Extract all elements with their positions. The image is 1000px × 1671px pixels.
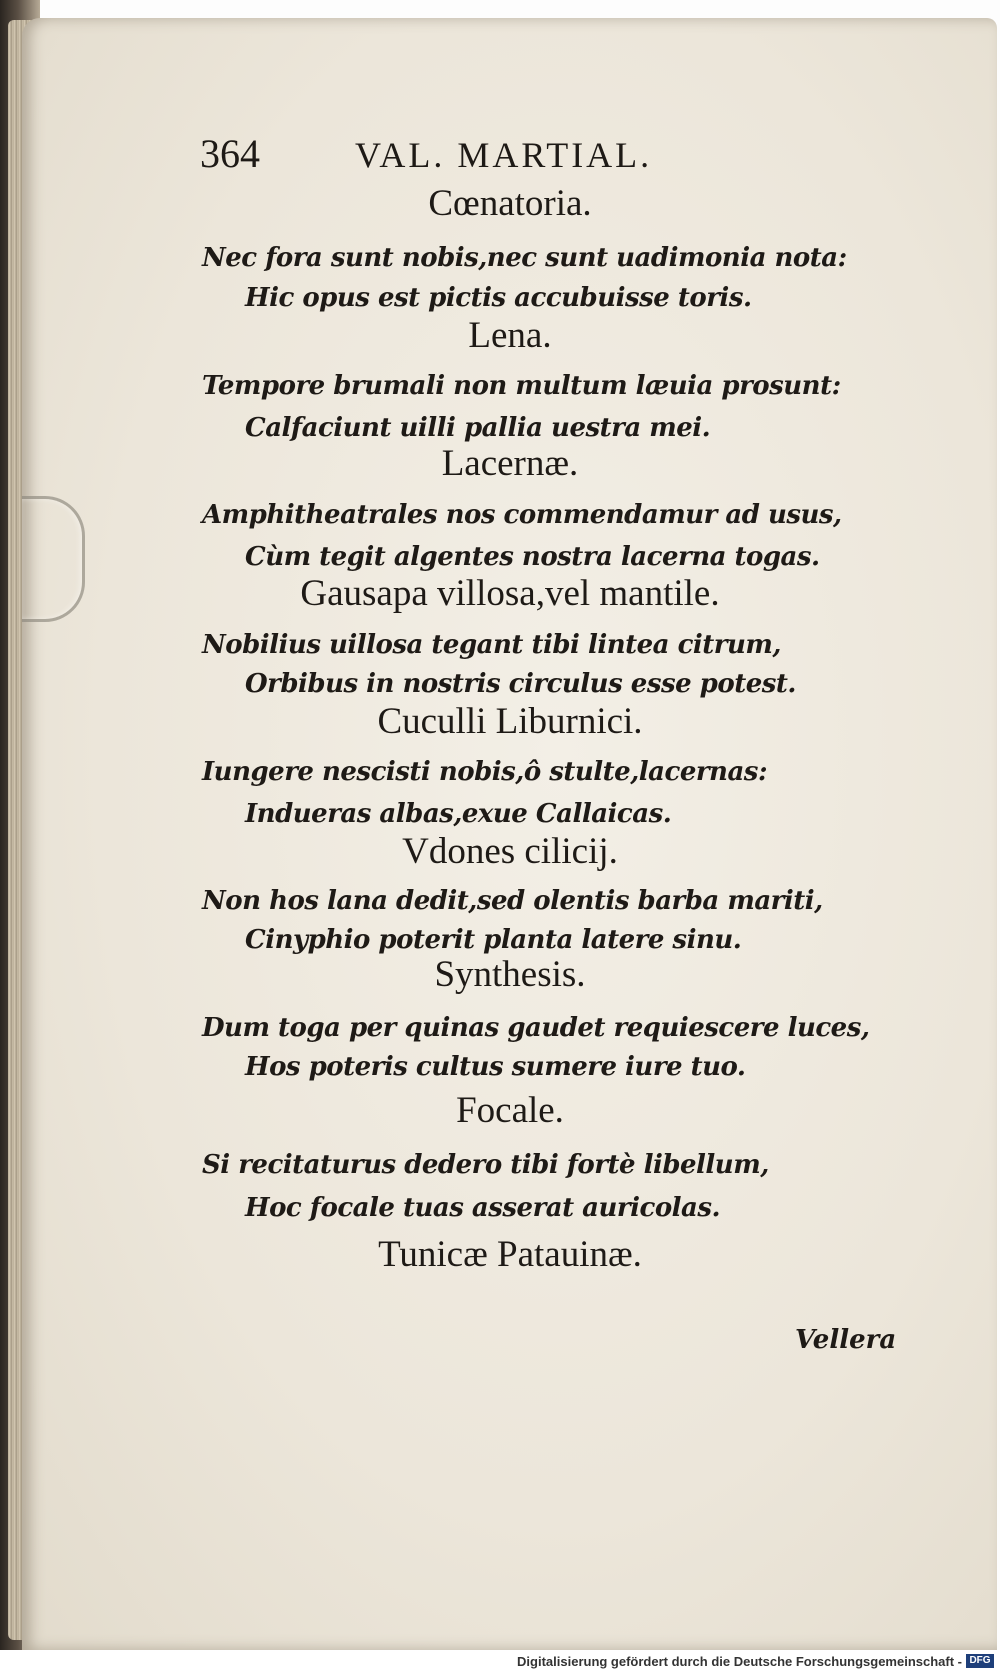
verse-line: Nobilius uillosa tegant tibi lintea citrum,	[202, 630, 781, 660]
section-heading: Lacernæ.	[441, 443, 579, 484]
running-title: VAL. MARTIAL.	[355, 135, 653, 175]
section-heading: Lena.	[468, 315, 552, 356]
footer-bar	[0, 1650, 1000, 1671]
section-heading: Synthesis.	[434, 954, 586, 995]
verse-line: Orbibus in nostris circulus esse potest.	[245, 669, 796, 699]
verse-line: Dum toga per quinas gaudet requiescere luces,	[202, 1013, 870, 1043]
section-heading: Cœnatoria.	[428, 183, 592, 224]
dfg-logo-icon: DFG	[966, 1654, 994, 1668]
catchword: Vellera	[795, 1325, 897, 1355]
verse-line: Cinyphio poterit planta latere sinu.	[245, 925, 742, 955]
verse-line: Tempore brumali non multum læuia prosunt:	[202, 371, 841, 401]
verse-line: Non hos lana dedit,sed olentis barba mariti,	[202, 886, 823, 916]
verse-line: Si recitaturus dedero tibi fortè libellum,	[202, 1150, 769, 1180]
verse-line: Hos poteris cultus sumere iure tuo.	[245, 1052, 746, 1082]
verse-line: Amphitheatrales nos commendamur ad usus,	[202, 500, 842, 530]
section-heading: Gausapa villosa,vel mantile.	[300, 573, 720, 614]
page-number: 364	[200, 131, 260, 176]
section-heading: Vdones cilicij.	[402, 831, 618, 872]
verse-line: Iungere nescisti nobis,ô stulte,lacernas:	[202, 757, 768, 787]
verse-line: Indueras albas,exue Callaicas.	[245, 799, 672, 829]
verse-line: Hic opus est pictis accubuisse toris.	[245, 283, 752, 313]
verse-line: Cùm tegit algentes nostra lacerna togas.	[245, 542, 820, 572]
funding-credit: Digitalisierung gefördert durch die Deutsche Forschungsgemeinschaft -	[517, 1654, 962, 1669]
verse-line: Nec fora sunt nobis,nec sunt uadimonia nota:	[202, 243, 847, 273]
verse-line: Hoc focale tuas asserat auricolas.	[245, 1193, 721, 1223]
section-heading: Cuculli Liburnici.	[377, 701, 643, 742]
section-heading: Tunicæ Patauinæ.	[378, 1234, 642, 1275]
section-heading: Focale.	[456, 1090, 564, 1131]
verse-line: Calfaciunt uilli pallia uestra mei.	[245, 413, 711, 443]
